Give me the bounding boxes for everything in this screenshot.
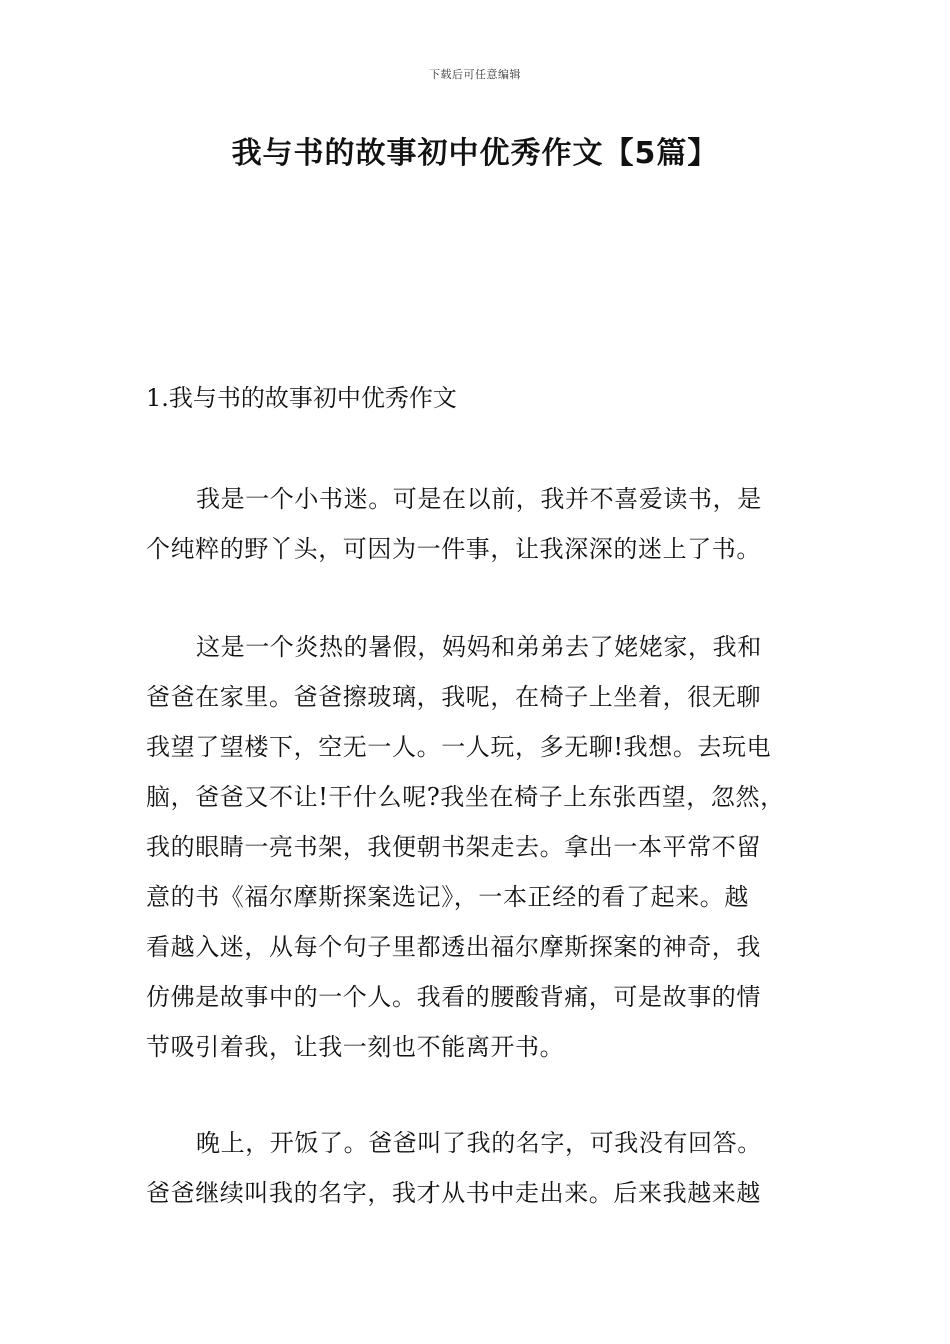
paragraph-line: 意的书《福尔摩斯探案选记》，一本正经的看了起来。越: [146, 883, 749, 911]
paragraph-line: 晚上，开饭了。爸爸叫了我的名字，可我没有回答。: [196, 1129, 762, 1157]
paragraph-line: 看越入迷，从每个句子里都透出福尔摩斯探案的神奇，我: [146, 933, 761, 961]
paragraph-1: [146, 474, 826, 574]
section-heading: 1.我与书的故事初中优秀作文: [146, 384, 457, 412]
header-note: 下载后可任意编辑: [429, 68, 521, 81]
paragraph-2: [146, 622, 826, 1072]
paragraph-line: 爸爸在家里。爸爸擦玻璃，我呢，在椅子上坐着，很无聊: [146, 683, 761, 711]
paragraph-line: 我是一个小书迷。可是在以前，我并不喜爱读书，是: [196, 485, 762, 513]
paragraph-line: 爸爸继续叫我的名字，我才从书中走出来。后来我越来越: [146, 1179, 761, 1207]
paragraph-line: 我的眼睛一亮书架，我便朝书架走去。拿出一本平常不留: [146, 833, 761, 861]
paragraph-line: 我望了望楼下，空无一人。一人玩，多无聊!我想。去玩电: [146, 733, 772, 761]
paragraph-line: 节吸引着我，让我一刻也不能离开书。: [146, 1033, 565, 1061]
paragraph-line: 脑，爸爸又不让!干什么呢?我坐在椅子上东张西望，忽然，: [146, 783, 785, 811]
paragraph-3: [146, 1118, 826, 1218]
paragraph-line: 这是一个炎热的暑假，妈妈和弟弟去了姥姥家，我和: [196, 633, 762, 661]
paragraph-line: 个纯粹的野丫头，可因为一件事，让我深深的迷上了书。: [146, 535, 761, 563]
paragraph-line: 仿佛是故事中的一个人。我看的腰酸背痛，可是故事的情: [146, 983, 761, 1011]
document-title: 我与书的故事初中优秀作文【5篇】: [231, 136, 719, 171]
